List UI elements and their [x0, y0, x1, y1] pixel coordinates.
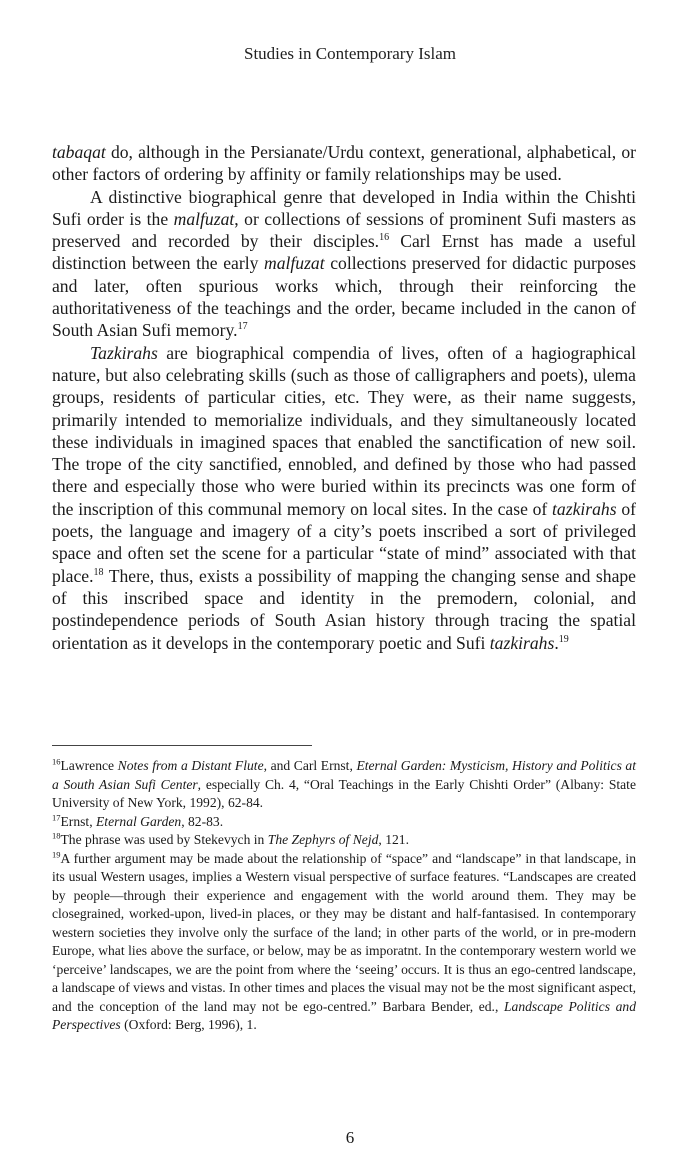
footnote-title: Eternal Garden [96, 813, 182, 829]
footnote-text: A further argument may be made about the relationship of “space” and “landscape” in that landscape, in its usual Western usages, implies a Western visual perspective of surface features. “Landscapes are created by people—through their experience and engagement with the world around them. They may be closegrained, worked-upon, lived-in places, or they may be distant and half-fantasised. In contemporary western societies they involve only the surface of the land; in other parts of the world, or in pre-modern Europe, what lies above the surface, or below, may be as imporatnt. In the contemporary western world we ‘perceive’ landscapes, we are the point from where the ‘seeing’ occurs. It is thus an ego-centred landscape, a landscape of views and vistas. In other times and places the visual may not be the most significant aspect, and the conception of the land may not be ego-centred.” Barbara Bender, ed., [52, 850, 636, 1014]
footnote-17 [52, 813, 636, 832]
footnote-text: Lawrence [60, 758, 118, 773]
italic-term: tabaqat [52, 142, 106, 162]
footnote-text: (Oxford: Berg, 1996), 1. [120, 1017, 257, 1032]
footnote-text: Ernst, [60, 813, 96, 829]
italic-term: tazkirahs [552, 498, 617, 519]
footnote-marker[interactable]: 17 [237, 321, 248, 333]
page-number: 6 [345, 1128, 355, 1147]
paragraph-text: of poets, the language and imagery of a city’s poets inscribed a sort of privileged space and often set the scene for a particular “state of mind” associated with that place. [52, 498, 636, 586]
main-body-text [52, 141, 636, 654]
footnote-title: The Zephyrs of Nejd [267, 832, 379, 847]
footnote-marker[interactable]: 16 [379, 232, 390, 244]
footnote-title: Landscape Politics and Perspectives [52, 998, 636, 1032]
paragraph-text: There, thus, exists a possibility of mapping the changing sense and shape of this inscribed space and identity in the premodern, colonial, and postindependence periods of South Asian history through tracing the spatial orientation as it develops in the contemporary poetic and Sufi [52, 565, 636, 653]
footnote-text: , especially Ch. 4, “Oral Teachings in the Early Chishti Order” (Albany: State University of New York, 1992), 62-84. [52, 776, 636, 810]
paragraph-2 [52, 186, 636, 342]
footnote-marker[interactable]: 19 [558, 633, 569, 645]
paragraph-text: A distinctive biographical genre that developed in India within the Chishti Sufi order is the [52, 186, 636, 229]
footnote-text: The phrase was used by Stekevych in [60, 832, 268, 847]
footnote-text: , and Carl Ernst, [263, 758, 357, 773]
footnote-separator [52, 745, 312, 746]
footnote-title: Eternal Garden: Mysticism, History and Politics at a South Asian Sufi Center [52, 758, 636, 792]
paragraph-1 [52, 141, 636, 186]
paragraph-text: collections preserved for didactic purposes and later, often spurious works which, through their reinforcing the authoritativeness of the teachings and the order, became included in the canon of South Asian Sufi memory. [52, 253, 636, 341]
footnote-marker[interactable]: 18 [93, 566, 104, 578]
paragraph-text: are biographical compendia of lives, often of a hagiographical nature, but also celebrating skills (such as those of calligraphers and poets), ulema groups, residents of particular cities, etc. They were, as their name suggests, primarily intended to memorialize individuals, and they simultaneously located these individuals in imagined spaces that enabled the sanctification of new soil. The trope of the city sanctified, ennobled, and defined by those who had passed there and especially those who were buried within its precincts was one form of the inscription of this communal memory on local sites. In the case of [52, 342, 636, 519]
running-header: Studies in Contemporary Islam [243, 44, 456, 63]
paragraph-text: , or collections of sessions of prominent Sufi masters as preserved and recorded by their disciples. [52, 208, 636, 252]
italic-term: malfuzat [173, 208, 235, 229]
paragraph-3 [52, 342, 636, 654]
footnote-title: Notes from a Distant Flute [117, 758, 264, 773]
footnote-number: 17 [52, 811, 61, 822]
paragraph-text: do, although in the Persianate/Urdu context, generational, alphabetical, or other factors of ordering by affinity or family relationships may be used. [52, 142, 636, 185]
footnotes [52, 757, 636, 1035]
footnote-number: 19 [52, 848, 61, 859]
italic-term: tazkirahs [489, 632, 555, 653]
footnote-16 [52, 757, 636, 813]
footnote-text: , 121. [378, 832, 409, 847]
paragraph-text: Carl Ernst has made a useful distinction between the early [52, 231, 636, 274]
paragraph-text: . [554, 632, 559, 653]
footnote-text: , 82-83. [181, 813, 224, 829]
footnote-18 [52, 831, 636, 850]
footnote-number: 16 [52, 756, 61, 767]
italic-term: malfuzat [264, 253, 325, 274]
footnote-number: 18 [52, 830, 61, 841]
footnote-19 [52, 850, 636, 1035]
italic-term: Tazkirahs [90, 342, 158, 363]
